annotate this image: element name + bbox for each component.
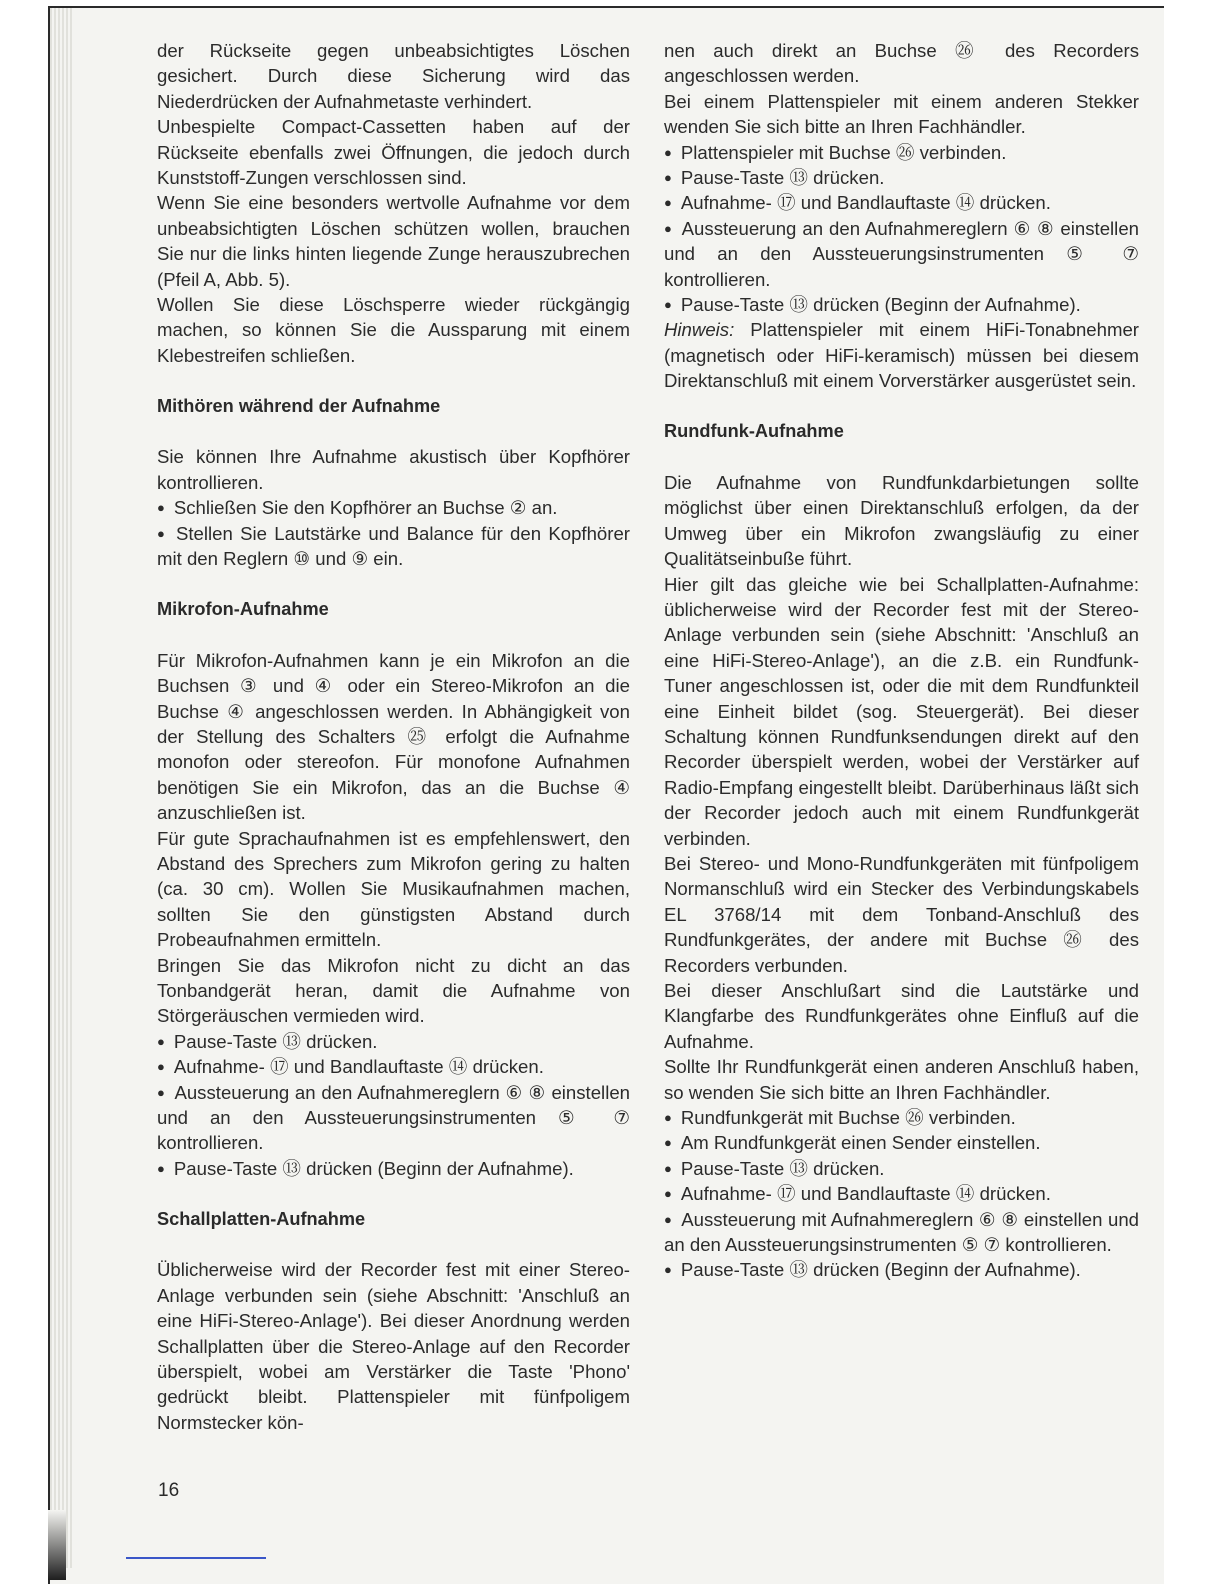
- bullet-item: ● Schließen Sie den Kopfhörer an Buchse ② an.: [157, 495, 630, 520]
- binding-shadow: [48, 1510, 66, 1580]
- paragraph: Bei einem Plattenspieler mit einem anderen Stekker wenden Sie sich bitte an Ihren Fachhändler.: [664, 90, 1139, 138]
- paragraph: Wollen Sie diese Löschsperre wieder rückgängig machen, so können Sie die Aussparung mit einem Klebestreifen schließen.: [157, 294, 630, 366]
- bullet-item: ● Aufnahme- ⑰ und Bandlauftaste ⑭ drücken.: [664, 1181, 1139, 1206]
- bullet-item: ● Stellen Sie Lautstärke und Balance für den Kopfhörer mit den Reglern ⑩ und ⑨ ein.: [157, 521, 630, 572]
- paragraph: Bei Stereo- und Mono-Rundfunkgeräten mit fünfpoligem Normanschluß wird ein Stecker des Verbindungskabels EL 3768/14 mit dem Tonband-Anschluß des Rundfunkgerätes, der andere mit Buchse ㉖ des Recorders verbunden.: [664, 852, 1139, 976]
- paragraph: Sollte Ihr Rundfunkgerät einen anderen Anschluß haben, so wenden Sie sich bitte an Ihren Fachhändler.: [664, 1056, 1139, 1103]
- bullet-item: ● Pause-Taste ⑬ drücken.: [157, 1029, 630, 1054]
- bullet-item: ● Pause-Taste ⑬ drücken (Beginn der Aufnahme).: [157, 1156, 630, 1181]
- bullet-item: ● Pause-Taste ⑬ drücken.: [664, 1156, 1139, 1181]
- heading-mithoeren: Mithören während der Aufnahme: [157, 395, 441, 416]
- bullet-item: ● Am Rundfunkgerät einen Sender einstellen.: [664, 1130, 1139, 1155]
- paragraph: Sie können Ihre Aufnahme akustisch über Kopfhörer kontrollieren.: [157, 446, 630, 493]
- right-column: [664, 38, 1139, 1283]
- paragraph: Unbespielte Compact-Cassetten haben auf der Rückseite ebenfalls zwei Öffnungen, die jedoch durch Kunststoff-Zungen verschlossen sind.: [157, 116, 630, 189]
- page-number: 16: [158, 1480, 180, 1501]
- paragraph: Für Mikrofon-Aufnahmen kann je ein Mikrofon an die Buchsen ③ und ④ oder ein Stereo-Mikrofon an die Buchse ④ angeschlossen werden. In Abhängigkeit von der Stellung des Schalters ㉕ erfolgt die Aufnahme monofon oder stereofon. Für monofone Aufnahmen benötigen Sie ein Mikrofon, das an die Buchse ④ anzuschließen ist.: [157, 649, 630, 824]
- hinweis-note: [664, 317, 1139, 393]
- bullet-item: ● Pause-Taste ⑬ drücken (Beginn der Aufnahme).: [664, 292, 1139, 317]
- bullet-item: ● Pause-Taste ⑬ drücken (Beginn der Aufnahme).: [664, 1257, 1139, 1282]
- bullet-item: ● Aussteuerung an den Aufnahmereglern ⑥ ⑧ einstellen und an den Aussteuerungsinstrumenten ⑤ ⑦ kontrollieren.: [157, 1080, 630, 1156]
- paragraph: Für gute Sprachaufnahmen ist es empfehlenswert, den Abstand des Sprechers zum Mikrofon gering zu halten (ca. 30 cm). Wollen Sie Musikaufnahmen machen, sollten Sie den günstigsten Abstand durch Probeaufnahmen ermitteln.: [157, 827, 630, 951]
- paragraph: der Rückseite gegen unbeabsichtigtes Löschen gesichert. Durch diese Sicherung wird das Niederdrücken der Aufnahmetaste verhindert.: [157, 40, 630, 112]
- bullet-item: ● Aufnahme- ⑰ und Bandlauftaste ⑭ drücken.: [157, 1054, 630, 1079]
- bullet-item: ● Aussteuerung an den Aufnahmereglern ⑥ ⑧ einstellen und an den Aussteuerungsinstrumenten ⑤ ⑦ kontrollieren.: [664, 216, 1139, 292]
- left-column: [157, 38, 630, 1435]
- bullet-item: ● Pause-Taste ⑬ drücken.: [664, 165, 1139, 190]
- paragraph: Üblicherweise wird der Recorder fest mit einer Stereo-Anlage verbunden sein (siehe Abschnitt: 'Anschluß an eine HiFi-Stereo-Anlage'). Bei dieser Anordnung werden Schallplatten über die Stereo-Anlage auf den Recorder überspielt, wobei am Verstärker die Taste 'Phono' gedrückt bleibt. Plattenspieler mit fünfpoligem Normstecker kön-: [157, 1259, 630, 1433]
- bullet-item: ● Rundfunkgerät mit Buchse ㉖ verbinden.: [664, 1105, 1139, 1130]
- paragraph: Bringen Sie das Mikrofon nicht zu dicht an das Tonbandgerät heran, damit die Aufnahme von Störgeräuschen vermieden wird.: [157, 954, 630, 1027]
- hinweis-label: Hinweis:: [664, 319, 735, 341]
- paragraph: Bei dieser Anschlußart sind die Lautstärke und Klangfarbe des Rundfunkgerätes ohne Einfluß auf die Aufnahme.: [664, 980, 1139, 1052]
- hinweis-text: Plattenspieler mit einem HiFi-Tonabnehmer (magnetisch oder HiFi-keramisch) müssen bei diesem Direktanschluß mit einem Vorverstärker ausgerüstet sein.: [664, 319, 1139, 392]
- paragraph: Hier gilt das gleiche wie bei Schallplatten-Aufnahme: üblicherweise wird der Recorder fest mit der Stereo-Anlage verbunden sein (siehe Abschnitt: 'Anschluß an eine HiFi-Stereo-Anlage'), an die z.B. ein Rundfunk-Tuner angeschlossen ist, oder die mit dem Rundfunkteil eine Einheit bildet (sog. Steuergerät). Bei dieser Schaltung können Rundfunksendungen direkt auf den Recorder überspielt werden, wobei der Verstärker auf Radio-Empfang eingestellt bleibt. Darüberhinaus läßt sich der Recorder jedoch auch mit einem Rundfunkgerät verbinden.: [664, 573, 1139, 849]
- heading-rundfunk: Rundfunk-Aufnahme: [664, 421, 844, 442]
- bullet-item: ● Aufnahme- ⑰ und Bandlauftaste ⑭ drücken.: [664, 190, 1139, 215]
- paragraph: Wenn Sie eine besonders wertvolle Aufnahme vor dem unbeabsichtigten Löschen schützen wollen, brauchen Sie nur die links hinten liegende Zunge herauszubrechen (Pfeil A, Abb. 5).: [157, 192, 630, 290]
- bullet-item: ● Aussteuerung mit Aufnahmereglern ⑥ ⑧ einstellen und an den Aussteuerungsinstrumenten ⑤ ⑦ kontrollieren.: [664, 1207, 1139, 1258]
- scan-edge-line: [126, 1557, 266, 1559]
- paragraph: nen auch direkt an Buchse ㉖ des Recorders angeschlossen werden.: [664, 40, 1139, 87]
- bullet-item: ● Plattenspieler mit Buchse ㉖ verbinden.: [664, 140, 1139, 165]
- heading-mikrofon: Mikrofon-Aufnahme: [157, 598, 329, 619]
- heading-schallplatten: Schallplatten-Aufnahme: [157, 1208, 366, 1229]
- page-stack-edge: [50, 8, 72, 1568]
- paragraph: Die Aufnahme von Rundfunkdarbietungen sollte möglichst über einen Direktanschluß erfolgen, da der Umweg über ein Mikrofon zwangsläufig zu einer Qualitätseinbuße führt.: [664, 471, 1139, 570]
